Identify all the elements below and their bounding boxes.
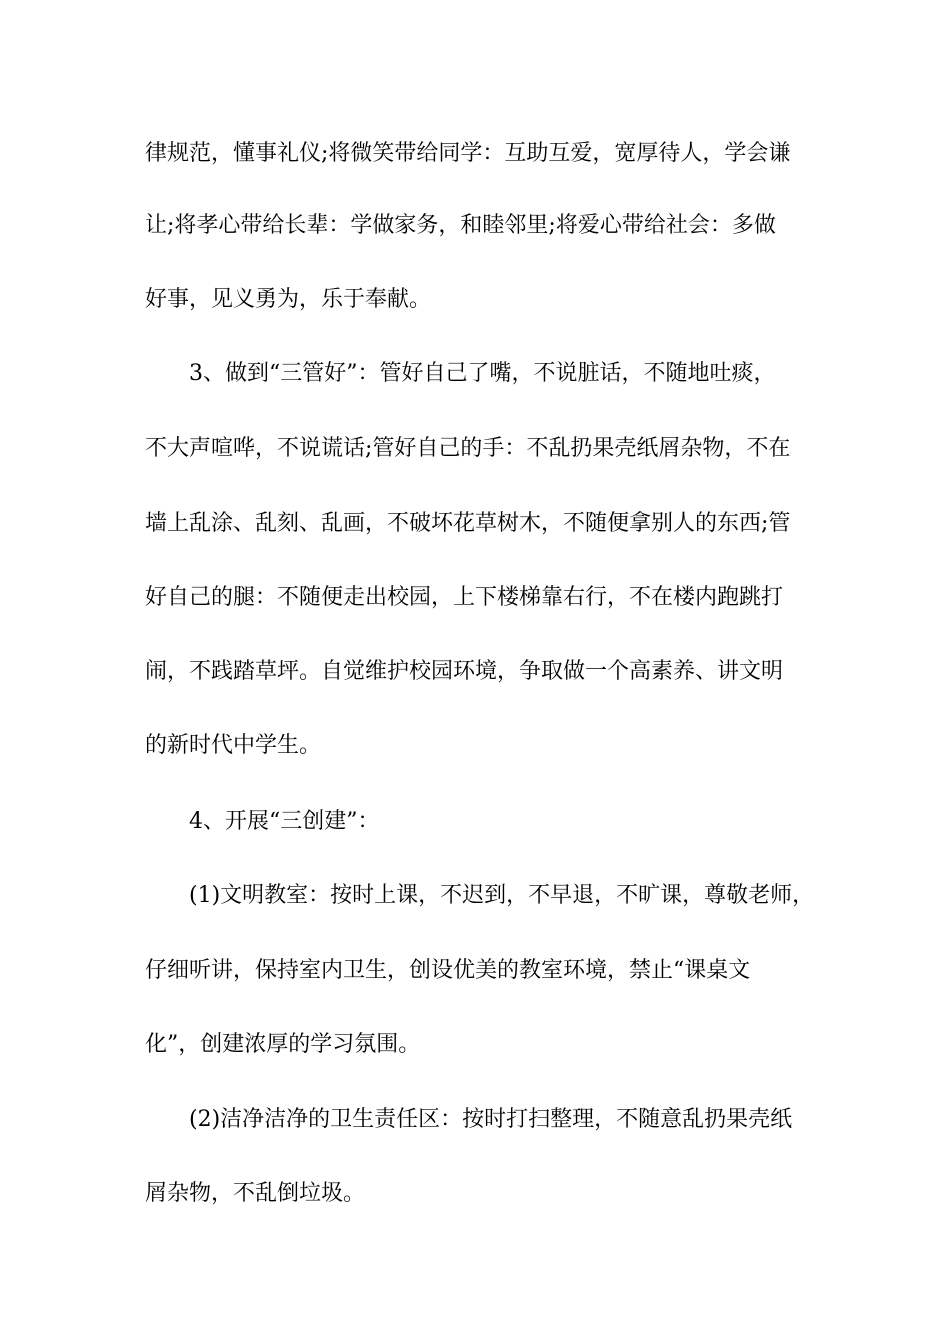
body-text-line: 不大声喧哗，不说谎话;管好自己的手：不乱扔果壳纸屑杂物，不在 [145,436,791,461]
section-heading: 4、开展“三创建”： [189,809,380,834]
body-text-line: 屑杂物，不乱倒垃圾。 [145,1181,366,1206]
body-text-line: 化”，创建浓厚的学习氛围。 [145,1032,421,1057]
paragraph-first-line: (2)洁净洁净的卫生责任区：按时打扫整理，不随意乱扔果壳纸 [189,1107,793,1132]
paragraph-first-line: 3、做到“三管好”：管好自己了嘴，不说脏话，不随地吐痰， [189,361,776,386]
paragraph-first-line: (1)文明教室：按时上课，不迟到，不早退，不旷课，尊敬老师， [189,883,815,908]
body-text-line: 好自己的腿：不随便走出校园，上下楼梯靠右行，不在楼内跑跳打 [145,585,784,610]
body-text-line: 的新时代中学生。 [145,733,322,758]
body-text-line: 墙上乱涂、乱刻、乱画，不破坏花草树木，不随便拿别人的东西;管 [145,511,791,536]
body-text-line: 仔细听讲，保持室内卫生，创设优美的教室环境，禁止“课桌文 [145,958,751,983]
body-text-line: 好事，见义勇为，乐于奉献。 [145,287,432,312]
body-text-line: 闹，不践踏草坪。自觉维护校园环境，争取做一个高素养、讲文明 [145,659,784,684]
body-text-line: 让;将孝心带给长辈：学做家务，和睦邻里;将爱心带给社会：多做 [145,213,776,238]
body-text-line: 律规范，懂事礼仪;将微笑带给同学：互助互爱，宽厚待人，学会谦 [145,141,791,166]
